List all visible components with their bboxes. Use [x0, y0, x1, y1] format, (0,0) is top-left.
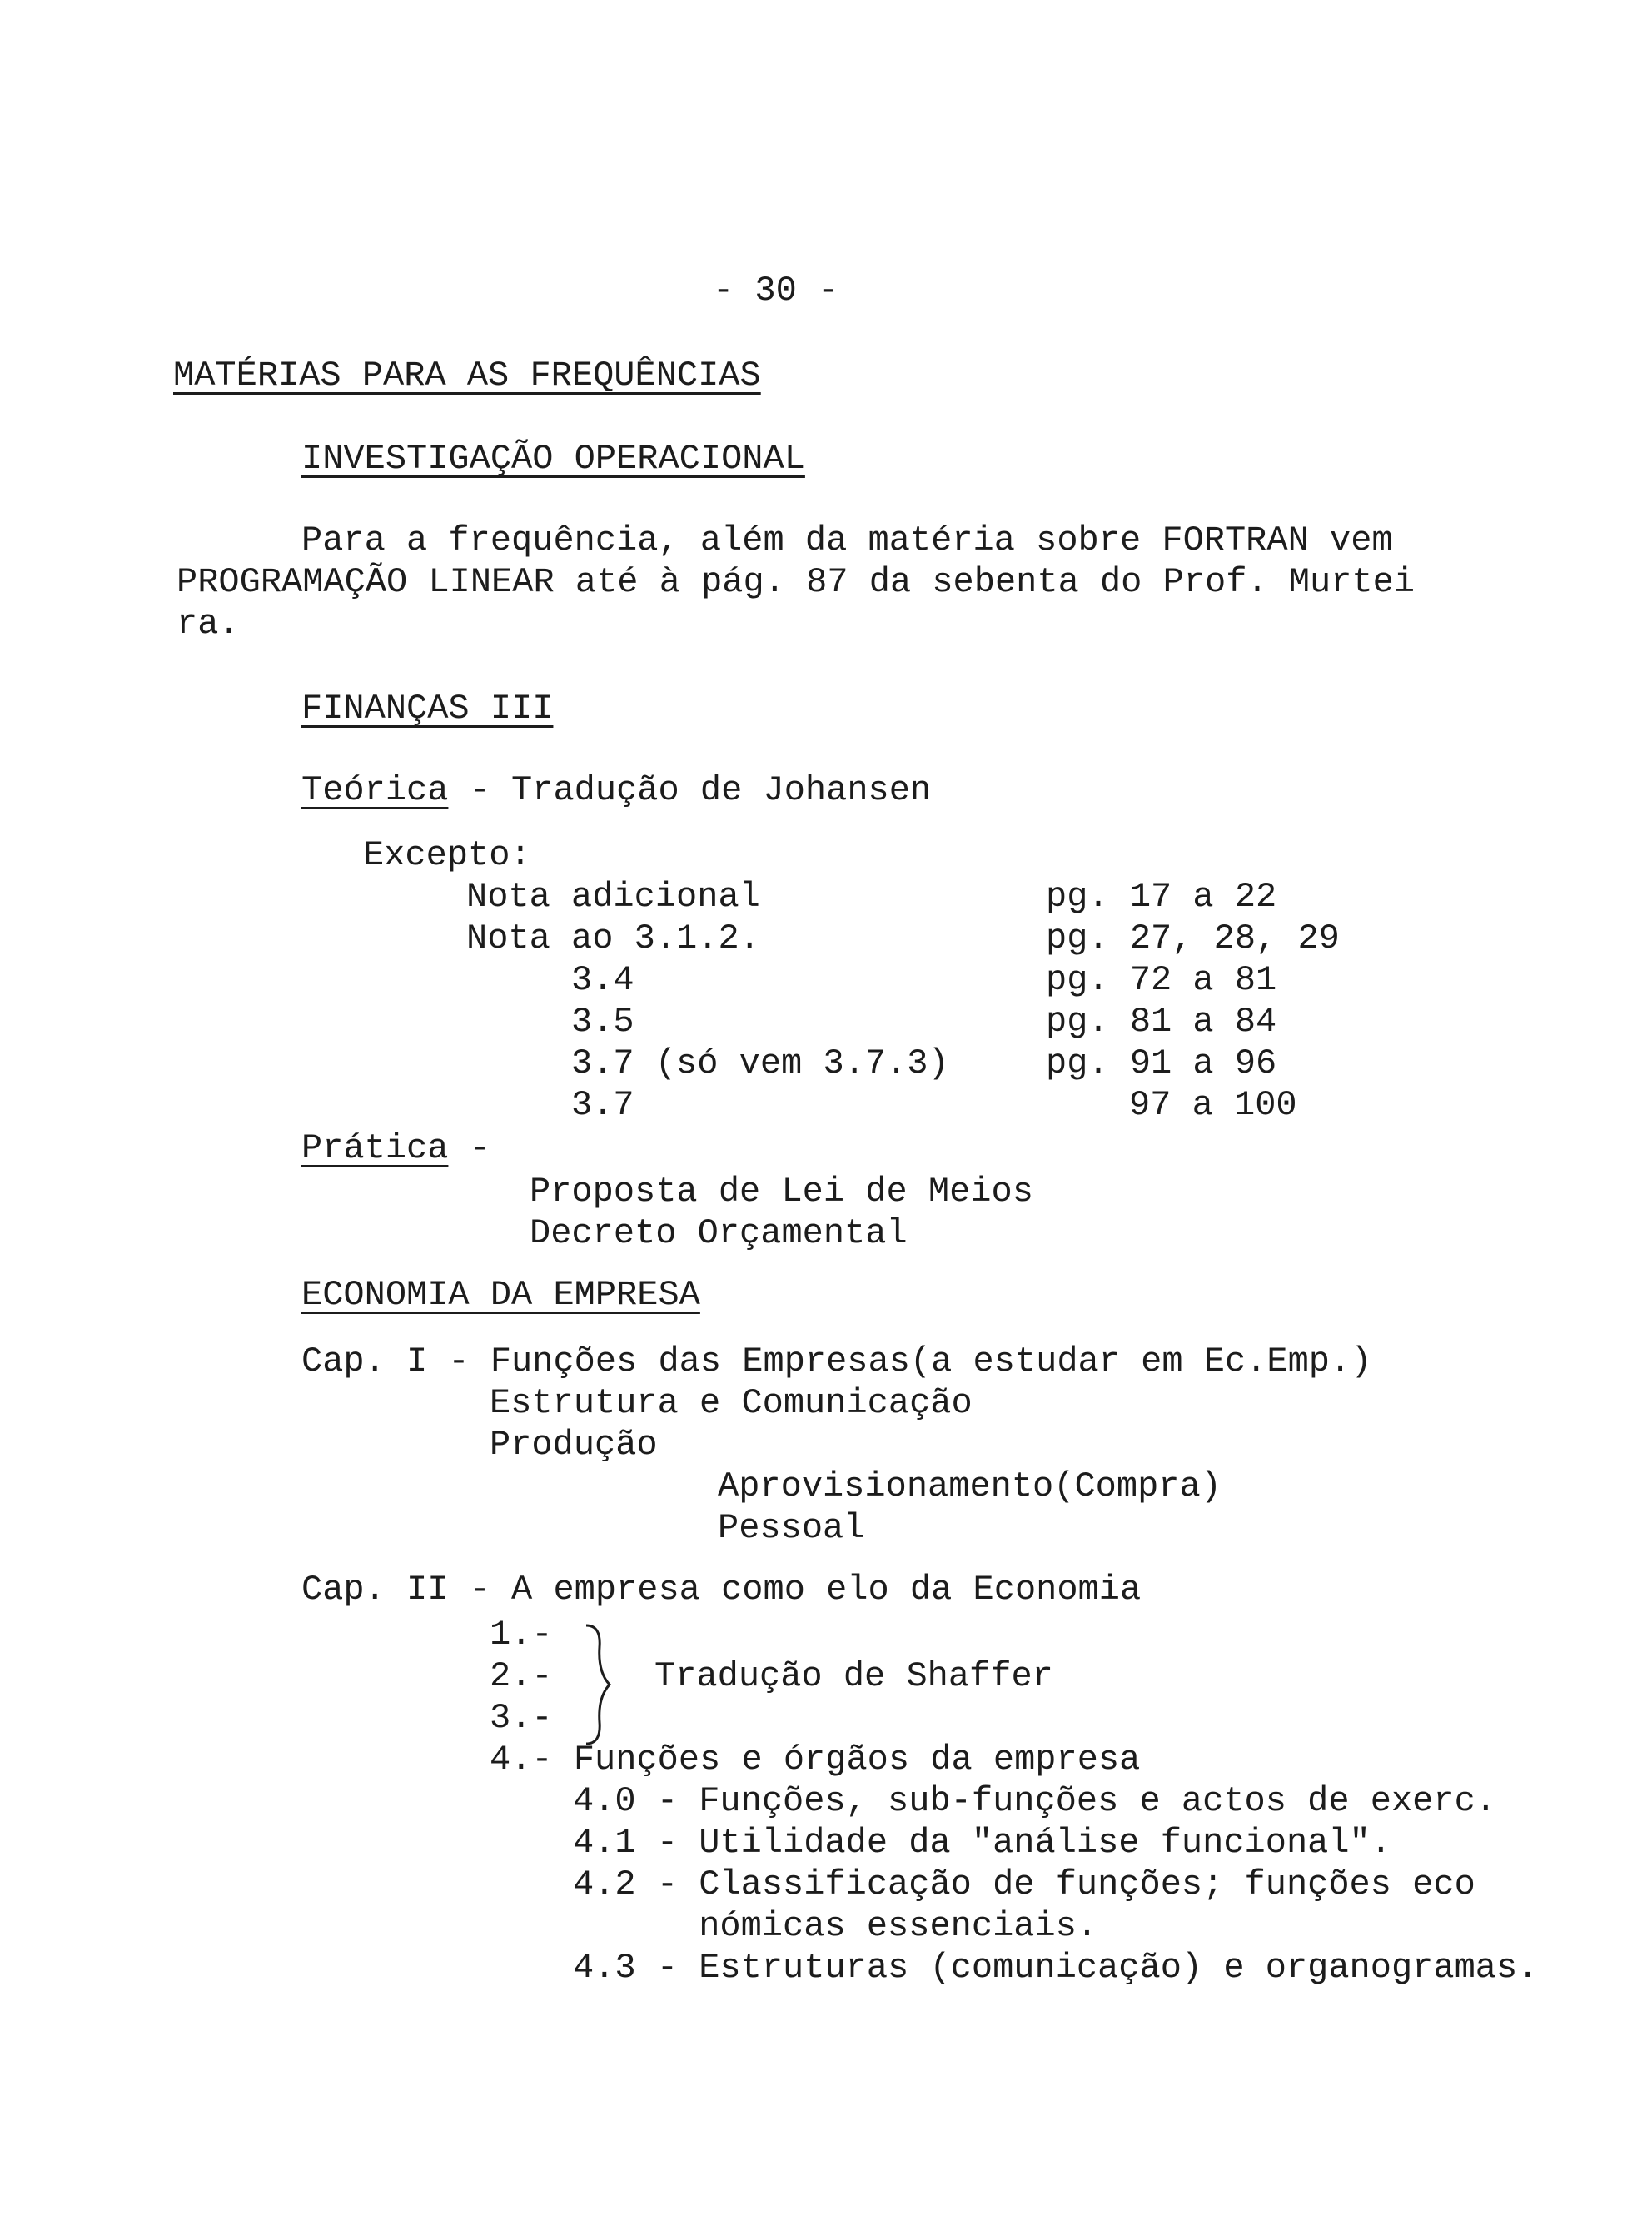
- page-number: - 30 -: [713, 271, 839, 311]
- exception-pages: pg. 81 a 84: [1046, 1002, 1277, 1042]
- pratica-item: Decreto Orçamental: [530, 1213, 908, 1253]
- teorica-label: Teórica: [301, 770, 449, 810]
- cap2-title: Cap. II - A empresa como elo da Economia: [301, 1570, 1142, 1610]
- subitem: nómicas essenciais.: [573, 1906, 1098, 1946]
- exception-label: 3.7: [571, 1085, 634, 1125]
- paragraph-line: ra.: [177, 604, 240, 644]
- section-title-financas: FINANÇAS III: [301, 689, 554, 729]
- exception-label: Nota adicional: [466, 877, 760, 917]
- pratica-item: Proposta de Lei de Meios: [530, 1172, 1033, 1212]
- cap1-subline: Pessoal: [718, 1508, 865, 1548]
- exception-label: 3.4: [571, 960, 634, 1000]
- excepto-label: Excepto:: [363, 835, 531, 875]
- paragraph-line: PROGRAMAÇÃO LINEAR até à pág. 87 da sebenta do Prof. Murtei: [177, 562, 1416, 602]
- exception-pages: pg. 72 a 81: [1046, 960, 1277, 1000]
- paragraph-line: Para a frequência, além da matéria sobre FORTRAN vem: [301, 520, 1393, 560]
- exception-pages: 97 a 100: [1129, 1085, 1297, 1125]
- teorica-line: [301, 770, 932, 810]
- pratica-line: [301, 1128, 490, 1168]
- pratica-dash: -: [448, 1128, 490, 1168]
- page-heading: MATÉRIAS PARA AS FREQUÊNCIAS: [173, 356, 761, 396]
- section-title-investigacao: INVESTIGAÇÃO OPERACIONAL: [301, 439, 805, 479]
- pratica-label: Prática: [301, 1128, 449, 1168]
- exception-label: 3.7 (só vem 3.7.3): [571, 1043, 949, 1083]
- section-title-economia: ECONOMIA DA EMPRESA: [301, 1275, 700, 1315]
- teorica-text: - Tradução de Johansen: [448, 770, 932, 810]
- item-4: 4.- Funções e órgãos da empresa: [490, 1740, 1141, 1780]
- subitem: 4.1 - Utilidade da "análise funcional".: [573, 1823, 1391, 1863]
- exception-pages: pg. 17 a 22: [1046, 877, 1277, 917]
- cap1-line: Produção: [490, 1425, 658, 1465]
- cap1-line: Estrutura e Comunicação: [490, 1383, 973, 1423]
- numbered-item: 1.-: [490, 1615, 553, 1655]
- exception-label: 3.5: [571, 1002, 634, 1042]
- curly-brace: [583, 1622, 616, 1747]
- cap1-line: Cap. I - Funções das Empresas(a estudar em Ec.Emp.): [301, 1341, 1372, 1381]
- subitem: 4.2 - Classificação de funções; funções eco: [573, 1864, 1475, 1904]
- cap1-subline: Aprovisionamento(Compra): [718, 1466, 1222, 1506]
- traducao-shaffer: Tradução de Shaffer: [654, 1656, 1053, 1696]
- subitem: 4.3 - Estruturas (comunicação) e organogramas.: [573, 1948, 1539, 1988]
- exception-pages: pg. 27, 28, 29: [1046, 918, 1340, 958]
- subitem: 4.0 - Funções, sub-funções e actos de exerc.: [573, 1781, 1496, 1821]
- numbered-item: 3.-: [490, 1698, 553, 1738]
- exception-pages: pg. 91 a 96: [1046, 1043, 1277, 1083]
- numbered-item: 2.-: [490, 1656, 553, 1696]
- exception-label: Nota ao 3.1.2.: [466, 918, 760, 958]
